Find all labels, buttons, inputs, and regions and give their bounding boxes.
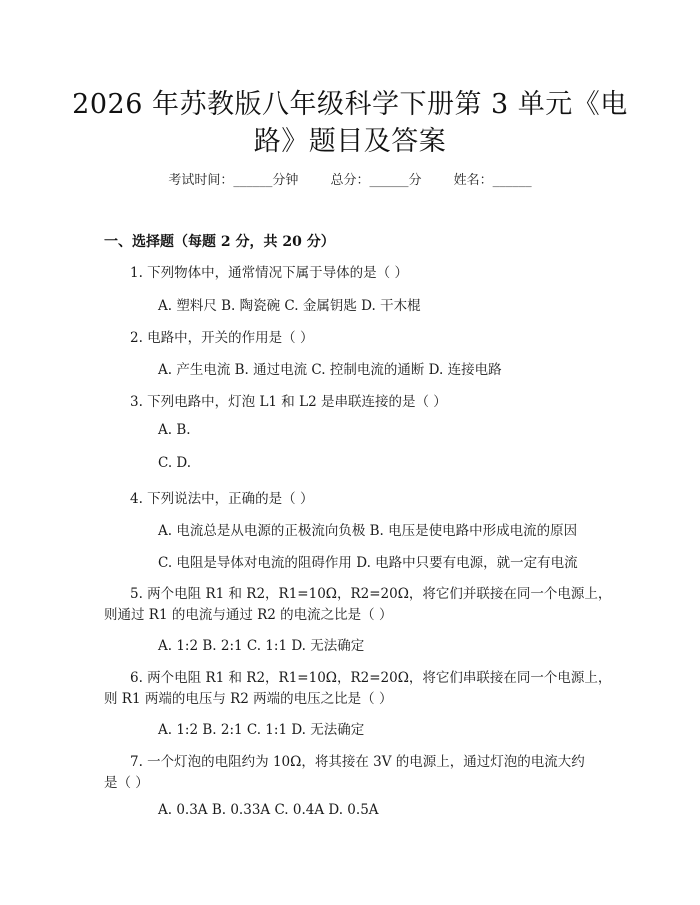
question-3: 3. 下列电路中，灯泡 L1 和 L2 是串联连接的是（ ） xyxy=(130,394,447,410)
question-6-line-1: 6. 两个电阻 R1 和 R2，R1=10Ω，R2=20Ω，将它们串联接在同一个电源上， xyxy=(130,670,612,686)
question-2-options: A. 产生电流 B. 通过电流 C. 控制电流的通断 D. 连接电路 xyxy=(158,362,502,378)
exam-time: 考试时间：______分钟 xyxy=(168,173,299,188)
question-7-line-1: 7. 一个灯泡的电阻约为 10Ω，将其接在 3V 的电源上，通过灯泡的电流大约 xyxy=(130,754,585,770)
question-6-options: A. 1:2 B. 2:1 C. 1:1 D. 无法确定 xyxy=(158,722,365,738)
question-4-options-ab: A. 电流总是从电源的正极流向负极 B. 电压是使电路中形成电流的原因 xyxy=(158,523,578,539)
question-4-options-cd: C. 电阻是导体对电流的阻碍作用 D. 电路中只要有电源，就一定有电流 xyxy=(158,555,578,571)
question-5-line-2: 则通过 R1 的电流与通过 R2 的电流之比是（ ） xyxy=(104,607,393,623)
question-7-options: A. 0.3A B. 0.33A C. 0.4A D. 0.5A xyxy=(158,802,379,818)
document-title xyxy=(60,86,640,160)
question-7-line-2: 是（ ） xyxy=(104,775,149,791)
question-1: 1. 下列物体中，通常情况下属于导体的是（ ） xyxy=(130,265,408,281)
total-score: 总分：______分 xyxy=(330,173,422,188)
question-1-options: A. 塑料尺 B. 陶瓷碗 C. 金属钥匙 D. 干木棍 xyxy=(158,298,421,314)
title-line-1: 2026 年苏教版八年级科学下册第 3 单元《电 xyxy=(72,89,628,120)
question-5-options: A. 1:2 B. 2:1 C. 1:1 D. 无法确定 xyxy=(158,638,365,654)
exam-info xyxy=(0,169,700,188)
student-name: 姓名：______ xyxy=(453,173,532,188)
question-6-line-2: 则 R1 两端的电压与 R2 两端的电压之比是（ ） xyxy=(104,691,393,707)
question-5-line-1: 5. 两个电阻 R1 和 R2，R1=10Ω，R2=20Ω，将它们并联接在同一个电源上， xyxy=(130,586,612,602)
question-4: 4. 下列说法中，正确的是（ ） xyxy=(130,491,314,507)
title-line-2: 路》题目及答案 xyxy=(253,126,447,157)
question-3-options-cd: C. D. xyxy=(158,455,192,471)
question-2: 2. 电路中，开关的作用是（ ） xyxy=(130,330,314,346)
question-3-options-ab: A. B. xyxy=(158,422,191,438)
section-heading: 一、选择题（每题 2 分，共 20 分） xyxy=(104,234,335,250)
